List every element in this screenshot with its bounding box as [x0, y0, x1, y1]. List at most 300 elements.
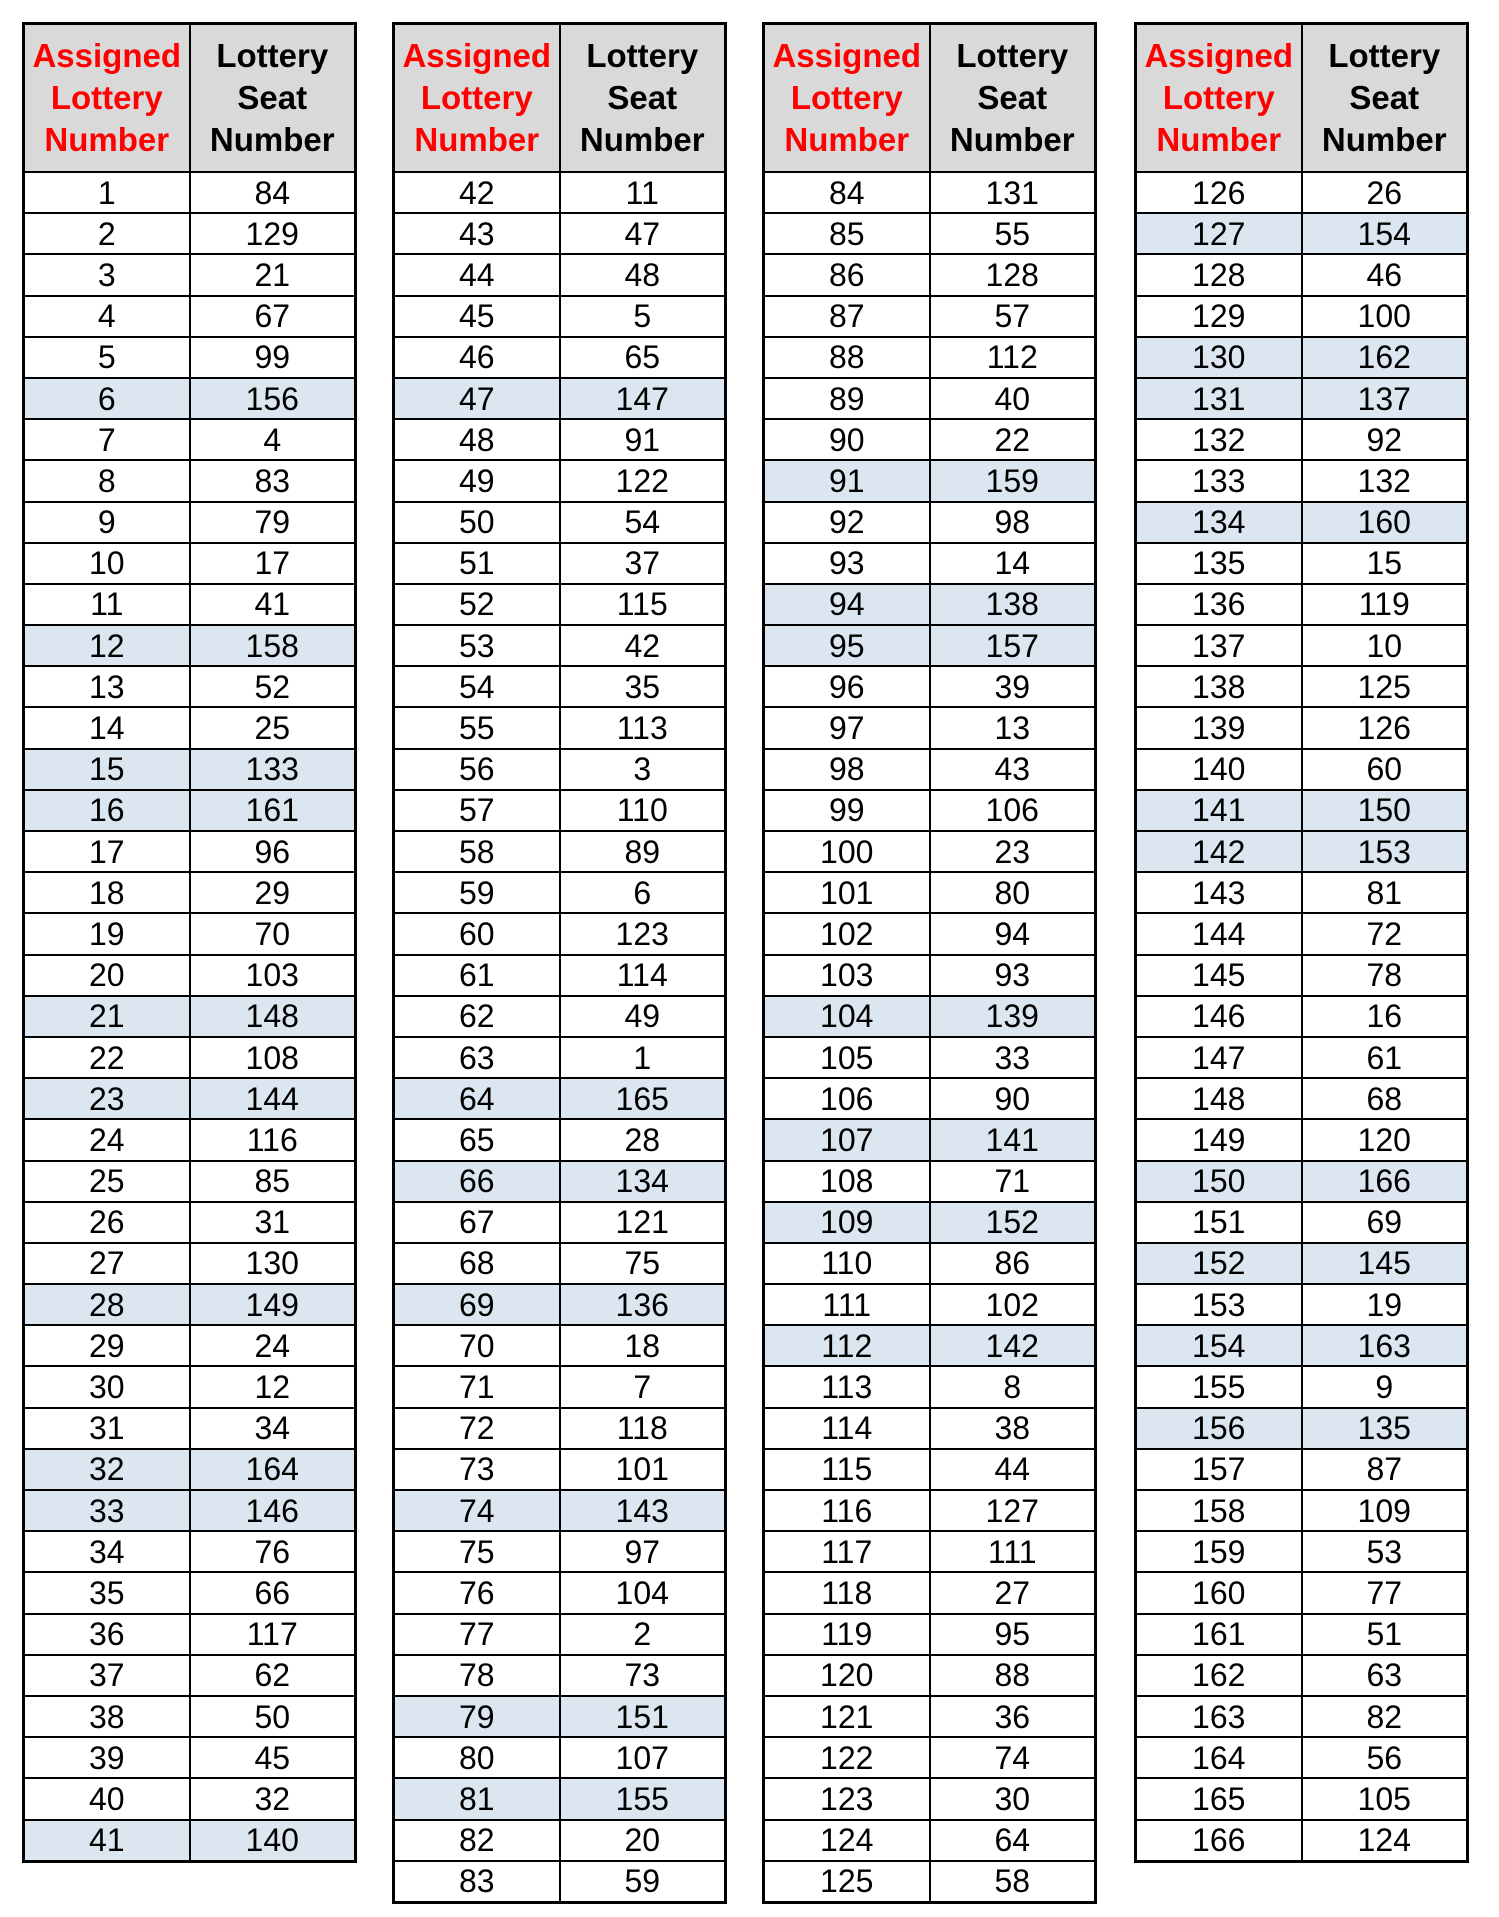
- table-row: [764, 584, 1096, 625]
- assigned-lottery-number-cell: 119: [764, 1614, 930, 1655]
- assigned-lottery-number-cell: 96: [764, 666, 930, 707]
- table-row: [764, 1037, 1096, 1078]
- table-row: [1136, 1202, 1468, 1243]
- lottery-seat-number-cell: 162: [1302, 337, 1468, 378]
- lottery-seat-number-cell: 121: [560, 1202, 726, 1243]
- table-row: [394, 378, 726, 419]
- lottery-seat-number-cell: 8: [930, 1366, 1096, 1407]
- lottery-seat-number-cell: 73: [560, 1655, 726, 1696]
- table-row: [394, 1284, 726, 1325]
- lottery-seat-number-cell: 148: [190, 996, 356, 1037]
- table-row: [764, 1202, 1096, 1243]
- table-row: [764, 996, 1096, 1037]
- lottery-seat-number-cell: 128: [930, 254, 1096, 295]
- assigned-lottery-number-header: Assigned Lottery Number: [1136, 24, 1302, 173]
- lottery-seat-number-cell: 122: [560, 460, 726, 501]
- assigned-lottery-number-cell: 85: [764, 213, 930, 254]
- table-row: [24, 996, 356, 1037]
- assigned-lottery-number-cell: 134: [1136, 502, 1302, 543]
- assigned-lottery-number-cell: 25: [24, 1161, 190, 1202]
- table-row: [394, 1078, 726, 1119]
- table-row: [1136, 666, 1468, 707]
- lottery-seat-number-cell: 77: [1302, 1572, 1468, 1613]
- assigned-lottery-number-cell: 37: [24, 1655, 190, 1696]
- table-row: [1136, 460, 1468, 501]
- lottery-seat-number-cell: 126: [1302, 707, 1468, 748]
- assigned-lottery-number-cell: 166: [1136, 1820, 1302, 1862]
- lottery-seat-number-cell: 23: [930, 831, 1096, 872]
- assigned-lottery-number-cell: 52: [394, 584, 560, 625]
- table-row: [764, 1531, 1096, 1572]
- table-row: [394, 172, 726, 213]
- header-row: [24, 24, 356, 173]
- lottery-seat-number-cell: 22: [930, 419, 1096, 460]
- assigned-lottery-number-cell: 67: [394, 1202, 560, 1243]
- assigned-lottery-number-cell: 48: [394, 419, 560, 460]
- assigned-lottery-number-cell: 32: [24, 1449, 190, 1490]
- lottery-seat-number-cell: 106: [930, 790, 1096, 831]
- assigned-lottery-number-cell: 9: [24, 502, 190, 543]
- table-row: [394, 1202, 726, 1243]
- table-row: [764, 296, 1096, 337]
- lottery-seat-number-cell: 69: [1302, 1202, 1468, 1243]
- assigned-lottery-number-cell: 112: [764, 1325, 930, 1366]
- lottery-seat-number-cell: 143: [560, 1490, 726, 1531]
- lottery-seat-number-cell: 165: [560, 1078, 726, 1119]
- lottery-seat-number-cell: 34: [190, 1408, 356, 1449]
- assigned-lottery-number-cell: 3: [24, 254, 190, 295]
- assigned-lottery-number-header: Assigned Lottery Number: [394, 24, 560, 173]
- table-row: [1136, 1572, 1468, 1613]
- table-row: [764, 172, 1096, 213]
- table-row: [24, 1655, 356, 1696]
- table-row: [1136, 1696, 1468, 1737]
- lottery-seat-number-cell: 119: [1302, 584, 1468, 625]
- lottery-seat-number-cell: 111: [930, 1531, 1096, 1572]
- assigned-lottery-number-cell: 28: [24, 1284, 190, 1325]
- assigned-lottery-number-cell: 49: [394, 460, 560, 501]
- table-row: [394, 1366, 726, 1407]
- assigned-lottery-number-cell: 106: [764, 1078, 930, 1119]
- lottery-seat-number-cell: 49: [560, 996, 726, 1037]
- lottery-seat-number-cell: 96: [190, 831, 356, 872]
- lottery-seat-number-cell: 120: [1302, 1119, 1468, 1160]
- lottery-seat-number-cell: 109: [1302, 1490, 1468, 1531]
- lottery-seat-number-cell: 4: [190, 419, 356, 460]
- table-row: [394, 1737, 726, 1778]
- lottery-seat-number-cell: 75: [560, 1243, 726, 1284]
- assigned-lottery-number-cell: 21: [24, 996, 190, 1037]
- lottery-seat-number-cell: 98: [930, 502, 1096, 543]
- assigned-lottery-number-cell: 158: [1136, 1490, 1302, 1531]
- lottery-seat-number-cell: 134: [560, 1161, 726, 1202]
- table-row: [764, 337, 1096, 378]
- lottery-seat-number-cell: 26: [1302, 172, 1468, 213]
- assigned-lottery-number-cell: 29: [24, 1325, 190, 1366]
- table-row: [24, 1408, 356, 1449]
- lottery-seat-number-cell: 36: [930, 1696, 1096, 1737]
- assigned-lottery-number-cell: 16: [24, 790, 190, 831]
- assigned-lottery-number-cell: 45: [394, 296, 560, 337]
- assigned-lottery-number-cell: 80: [394, 1737, 560, 1778]
- table-row: [764, 1243, 1096, 1284]
- lottery-seat-number-cell: 152: [930, 1202, 1096, 1243]
- table-row: [1136, 254, 1468, 295]
- table-row: [1136, 1078, 1468, 1119]
- lottery-seat-number-cell: 63: [1302, 1655, 1468, 1696]
- table-row: [24, 543, 356, 584]
- lottery-seat-number-cell: 164: [190, 1449, 356, 1490]
- assigned-lottery-number-cell: 122: [764, 1737, 930, 1778]
- assigned-lottery-number-cell: 130: [1136, 337, 1302, 378]
- assigned-lottery-number-cell: 78: [394, 1655, 560, 1696]
- table-row: [764, 419, 1096, 460]
- assigned-lottery-number-cell: 147: [1136, 1037, 1302, 1078]
- lottery-seat-number-cell: 163: [1302, 1325, 1468, 1366]
- assigned-lottery-number-cell: 164: [1136, 1737, 1302, 1778]
- lottery-seat-number-cell: 21: [190, 254, 356, 295]
- lottery-seat-number-cell: 99: [190, 337, 356, 378]
- lottery-seat-number-cell: 71: [930, 1161, 1096, 1202]
- lottery-seat-number-cell: 48: [560, 254, 726, 295]
- lottery-seat-number-cell: 64: [930, 1820, 1096, 1861]
- table-row: [394, 1161, 726, 1202]
- lottery-seat-number-cell: 5: [560, 296, 726, 337]
- table-row: [394, 213, 726, 254]
- assigned-lottery-number-cell: 92: [764, 502, 930, 543]
- assigned-lottery-number-cell: 58: [394, 831, 560, 872]
- lottery-seat-number-cell: 115: [560, 584, 726, 625]
- assigned-lottery-number-cell: 127: [1136, 213, 1302, 254]
- assigned-lottery-number-cell: 17: [24, 831, 190, 872]
- lottery-seat-number-cell: 60: [1302, 749, 1468, 790]
- table-body: [1136, 172, 1468, 1861]
- lottery-seat-number-cell: 86: [930, 1243, 1096, 1284]
- table-row: [24, 419, 356, 460]
- lottery-seat-number-cell: 104: [560, 1572, 726, 1613]
- assigned-lottery-number-cell: 51: [394, 543, 560, 584]
- lottery-seat-number-cell: 83: [190, 460, 356, 501]
- table-row: [764, 872, 1096, 913]
- lottery-seat-number-cell: 108: [190, 1037, 356, 1078]
- lottery-seat-number-cell: 24: [190, 1325, 356, 1366]
- lottery-seat-number-cell: 54: [560, 502, 726, 543]
- table-row: [394, 1778, 726, 1819]
- lottery-seat-number-cell: 79: [190, 502, 356, 543]
- lottery-seat-number-cell: 125: [1302, 666, 1468, 707]
- lottery-seat-number-cell: 144: [190, 1078, 356, 1119]
- table-row: [394, 1614, 726, 1655]
- lottery-seat-number-cell: 76: [190, 1531, 356, 1572]
- lottery-seat-number-cell: 145: [1302, 1243, 1468, 1284]
- table-row: [764, 1408, 1096, 1449]
- lottery-seat-number-cell: 67: [190, 296, 356, 337]
- assigned-lottery-number-cell: 162: [1136, 1655, 1302, 1696]
- lottery-seat-number-cell: 29: [190, 872, 356, 913]
- table-row: [1136, 1325, 1468, 1366]
- table-row: [394, 666, 726, 707]
- table-row: [764, 1449, 1096, 1490]
- assigned-lottery-number-cell: 97: [764, 707, 930, 748]
- lottery-seat-number-cell: 105: [1302, 1778, 1468, 1819]
- lottery-seat-number-cell: 81: [1302, 872, 1468, 913]
- lottery-seat-number-cell: 43: [930, 749, 1096, 790]
- assigned-lottery-number-cell: 155: [1136, 1366, 1302, 1407]
- lottery-seat-number-cell: 70: [190, 913, 356, 954]
- lottery-seat-number-cell: 62: [190, 1655, 356, 1696]
- lottery-seat-number-cell: 140: [190, 1820, 356, 1862]
- lottery-seat-number-header: Lottery Seat Number: [190, 24, 356, 173]
- assigned-lottery-number-cell: 160: [1136, 1572, 1302, 1613]
- assigned-lottery-number-cell: 125: [764, 1861, 930, 1903]
- lottery-seat-number-cell: 30: [930, 1778, 1096, 1819]
- assigned-lottery-number-cell: 53: [394, 625, 560, 666]
- assigned-lottery-number-cell: 27: [24, 1243, 190, 1284]
- lottery-seat-number-cell: 129: [190, 213, 356, 254]
- assigned-lottery-number-cell: 163: [1136, 1696, 1302, 1737]
- assigned-lottery-number-cell: 63: [394, 1037, 560, 1078]
- assigned-lottery-number-cell: 20: [24, 955, 190, 996]
- lottery-seat-number-cell: 9: [1302, 1366, 1468, 1407]
- table-body: [394, 172, 726, 1902]
- table-row: [24, 213, 356, 254]
- lottery-seat-number-cell: 16: [1302, 996, 1468, 1037]
- table-row: [1136, 1161, 1468, 1202]
- assigned-lottery-number-cell: 115: [764, 1449, 930, 1490]
- lottery-seat-number-cell: 14: [930, 543, 1096, 584]
- assigned-lottery-number-cell: 159: [1136, 1531, 1302, 1572]
- table-row: [394, 749, 726, 790]
- header-row: [764, 24, 1096, 173]
- lottery-seat-number-cell: 44: [930, 1449, 1096, 1490]
- table-row: [24, 1490, 356, 1531]
- table-row: [1136, 1820, 1468, 1862]
- lottery-seat-number-cell: 7: [560, 1366, 726, 1407]
- table-row: [1136, 625, 1468, 666]
- assigned-lottery-number-cell: 71: [394, 1366, 560, 1407]
- table-body: [764, 172, 1096, 1902]
- lottery-seat-number-cell: 155: [560, 1778, 726, 1819]
- table-row: [24, 1531, 356, 1572]
- assigned-lottery-number-cell: 83: [394, 1861, 560, 1903]
- assigned-lottery-number-header: Assigned Lottery Number: [764, 24, 930, 173]
- table-row: [764, 1366, 1096, 1407]
- lottery-seat-number-cell: 153: [1302, 831, 1468, 872]
- lottery-seat-number-cell: 41: [190, 584, 356, 625]
- table-row: [24, 872, 356, 913]
- table-row: [24, 913, 356, 954]
- assigned-lottery-number-cell: 94: [764, 584, 930, 625]
- lottery-seat-number-cell: 166: [1302, 1161, 1468, 1202]
- assigned-lottery-number-cell: 121: [764, 1696, 930, 1737]
- assigned-lottery-number-cell: 108: [764, 1161, 930, 1202]
- lottery-seat-number-cell: 55: [930, 213, 1096, 254]
- lottery-seat-number-cell: 150: [1302, 790, 1468, 831]
- table-row: [764, 1696, 1096, 1737]
- table-row: [24, 790, 356, 831]
- lottery-seat-number-cell: 65: [560, 337, 726, 378]
- lottery-seat-number-cell: 113: [560, 707, 726, 748]
- lottery-seat-number-cell: 72: [1302, 913, 1468, 954]
- lottery-table-1: [22, 22, 357, 1863]
- table-row: [24, 584, 356, 625]
- lottery-seat-number-cell: 110: [560, 790, 726, 831]
- assigned-lottery-number-cell: 31: [24, 1408, 190, 1449]
- lottery-seat-number-cell: 160: [1302, 502, 1468, 543]
- assigned-lottery-number-cell: 144: [1136, 913, 1302, 954]
- assigned-lottery-number-cell: 154: [1136, 1325, 1302, 1366]
- table-row: [394, 1325, 726, 1366]
- assigned-lottery-number-cell: 4: [24, 296, 190, 337]
- lottery-seat-number-cell: 156: [190, 378, 356, 419]
- table-row: [394, 1861, 726, 1903]
- lottery-table-4: [1134, 22, 1469, 1863]
- table-row: [764, 1572, 1096, 1613]
- table-row: [764, 831, 1096, 872]
- table-row: [1136, 1366, 1468, 1407]
- assigned-lottery-number-cell: 138: [1136, 666, 1302, 707]
- assigned-lottery-number-cell: 101: [764, 872, 930, 913]
- lottery-seat-number-cell: 53: [1302, 1531, 1468, 1572]
- assigned-lottery-number-cell: 38: [24, 1696, 190, 1737]
- assigned-lottery-number-cell: 14: [24, 707, 190, 748]
- table-row: [764, 1325, 1096, 1366]
- lottery-seat-number-cell: 17: [190, 543, 356, 584]
- table-row: [764, 1490, 1096, 1531]
- assigned-lottery-number-cell: 65: [394, 1119, 560, 1160]
- assigned-lottery-number-cell: 26: [24, 1202, 190, 1243]
- assigned-lottery-number-cell: 5: [24, 337, 190, 378]
- lottery-seat-number-cell: 32: [190, 1778, 356, 1819]
- assigned-lottery-number-cell: 143: [1136, 872, 1302, 913]
- table-row: [1136, 213, 1468, 254]
- assigned-lottery-number-cell: 13: [24, 666, 190, 707]
- lottery-seat-number-cell: 97: [560, 1531, 726, 1572]
- table-row: [24, 172, 356, 213]
- lottery-seat-number-cell: 131: [930, 172, 1096, 213]
- table-row: [1136, 1449, 1468, 1490]
- lottery-seat-number-cell: 130: [190, 1243, 356, 1284]
- table-row: [394, 254, 726, 295]
- table-row: [394, 1696, 726, 1737]
- table-row: [764, 913, 1096, 954]
- lottery-seat-number-cell: 90: [930, 1078, 1096, 1119]
- lottery-seat-number-cell: 135: [1302, 1408, 1468, 1449]
- lottery-seat-number-cell: 137: [1302, 378, 1468, 419]
- assigned-lottery-number-cell: 104: [764, 996, 930, 1037]
- assigned-lottery-number-cell: 47: [394, 378, 560, 419]
- table-row: [24, 378, 356, 419]
- table-row: [394, 913, 726, 954]
- table-row: [24, 1325, 356, 1366]
- assigned-lottery-number-cell: 91: [764, 460, 930, 501]
- assigned-lottery-number-cell: 88: [764, 337, 930, 378]
- lottery-seat-number-cell: 1: [560, 1037, 726, 1078]
- lottery-seat-number-cell: 118: [560, 1408, 726, 1449]
- table-row: [24, 749, 356, 790]
- assigned-lottery-number-cell: 81: [394, 1778, 560, 1819]
- lottery-seat-number-cell: 19: [1302, 1284, 1468, 1325]
- assigned-lottery-number-cell: 74: [394, 1490, 560, 1531]
- table-row: [394, 337, 726, 378]
- table-row: [1136, 1037, 1468, 1078]
- table-row: [764, 254, 1096, 295]
- lottery-seat-number-cell: 139: [930, 996, 1096, 1037]
- assigned-lottery-number-cell: 111: [764, 1284, 930, 1325]
- table-row: [764, 666, 1096, 707]
- lottery-seat-number-cell: 154: [1302, 213, 1468, 254]
- table-row: [394, 460, 726, 501]
- table-row: [394, 1490, 726, 1531]
- table-row: [1136, 1655, 1468, 1696]
- lottery-seat-number-header: Lottery Seat Number: [560, 24, 726, 173]
- table-row: [24, 707, 356, 748]
- assigned-lottery-number-cell: 72: [394, 1408, 560, 1449]
- assigned-lottery-number-cell: 30: [24, 1366, 190, 1407]
- assigned-lottery-number-cell: 126: [1136, 172, 1302, 213]
- table-row: [1136, 913, 1468, 954]
- lottery-table-2: [392, 22, 727, 1904]
- lottery-seat-number-cell: 61: [1302, 1037, 1468, 1078]
- assigned-lottery-number-cell: 6: [24, 378, 190, 419]
- header-row: [394, 24, 726, 173]
- lottery-seat-number-cell: 159: [930, 460, 1096, 501]
- lottery-seat-number-cell: 138: [930, 584, 1096, 625]
- table-row: [394, 996, 726, 1037]
- header-row: [1136, 24, 1468, 173]
- assigned-lottery-number-cell: 117: [764, 1531, 930, 1572]
- table-row: [394, 1449, 726, 1490]
- table-row: [394, 419, 726, 460]
- lottery-seat-number-cell: 147: [560, 378, 726, 419]
- table-row: [1136, 543, 1468, 584]
- table-row: [764, 955, 1096, 996]
- lottery-seat-number-cell: 46: [1302, 254, 1468, 295]
- table-row: [24, 1243, 356, 1284]
- assigned-lottery-number-cell: 24: [24, 1119, 190, 1160]
- assigned-lottery-number-cell: 39: [24, 1737, 190, 1778]
- assigned-lottery-number-cell: 22: [24, 1037, 190, 1078]
- lottery-seat-number-cell: 141: [930, 1119, 1096, 1160]
- table-row: [394, 831, 726, 872]
- assigned-lottery-number-cell: 146: [1136, 996, 1302, 1037]
- lottery-seat-number-cell: 25: [190, 707, 356, 748]
- lottery-seat-number-cell: 39: [930, 666, 1096, 707]
- assigned-lottery-number-cell: 124: [764, 1820, 930, 1861]
- table-row: [1136, 790, 1468, 831]
- table-row: [394, 543, 726, 584]
- table-row: [24, 1366, 356, 1407]
- table-row: [24, 1078, 356, 1119]
- lottery-seat-number-cell: 11: [560, 172, 726, 213]
- lottery-seat-number-cell: 127: [930, 1490, 1096, 1531]
- table-row: [24, 1119, 356, 1160]
- table-row: [1136, 172, 1468, 213]
- lottery-seat-number-cell: 89: [560, 831, 726, 872]
- assigned-lottery-number-cell: 93: [764, 543, 930, 584]
- lottery-seat-number-cell: 27: [930, 1572, 1096, 1613]
- lottery-seat-number-header: Lottery Seat Number: [1302, 24, 1468, 173]
- assigned-lottery-number-cell: 90: [764, 419, 930, 460]
- lottery-seat-number-cell: 59: [560, 1861, 726, 1903]
- table-row: [394, 584, 726, 625]
- assigned-lottery-number-cell: 10: [24, 543, 190, 584]
- table-row: [394, 296, 726, 337]
- table-row: [24, 1614, 356, 1655]
- table-row: [24, 1037, 356, 1078]
- table-row: [24, 666, 356, 707]
- assigned-lottery-number-cell: 129: [1136, 296, 1302, 337]
